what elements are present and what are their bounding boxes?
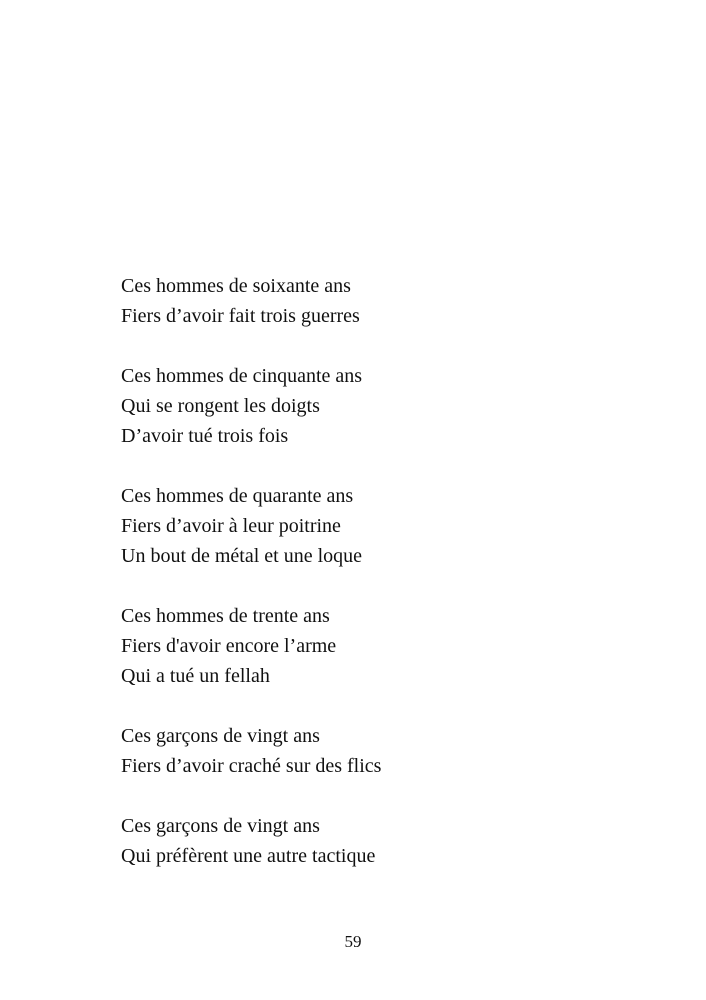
stanza-2	[121, 361, 641, 451]
stanza-1	[121, 271, 641, 331]
poem-line: Qui préfèrent une autre tactique	[121, 845, 376, 867]
stanza-5	[121, 721, 641, 781]
stanza-6	[121, 811, 641, 871]
stanza-3	[121, 481, 641, 571]
poem-line: Ces garçons de vingt ans	[121, 725, 320, 747]
poem-line: Ces hommes de quarante ans	[121, 485, 354, 507]
poem-line: Qui se rongent les doigts	[121, 395, 320, 417]
poem-line: Ces garçons de vingt ans	[121, 815, 320, 837]
poem-line: Ces hommes de cinquante ans	[121, 365, 363, 387]
poem-line: Ces hommes de soixante ans	[121, 275, 351, 297]
poem-line: Fiers d’avoir fait trois guerres	[121, 305, 360, 327]
poem-line: D’avoir tué trois fois	[121, 425, 289, 447]
stanza-4	[121, 601, 641, 691]
poem-line: Qui a tué un fellah	[121, 665, 270, 687]
poem-line: Ces hommes de trente ans	[121, 605, 330, 627]
poem-line: Fiers d’avoir à leur poitrine	[121, 515, 341, 537]
poem-line: Fiers d’avoir craché sur des flics	[121, 755, 382, 777]
poem	[121, 271, 641, 901]
poem-line: Un bout de métal et une loque	[121, 545, 363, 567]
poem-line: Fiers d'avoir encore l’arme	[121, 635, 337, 657]
page-number: 59	[344, 932, 362, 951]
